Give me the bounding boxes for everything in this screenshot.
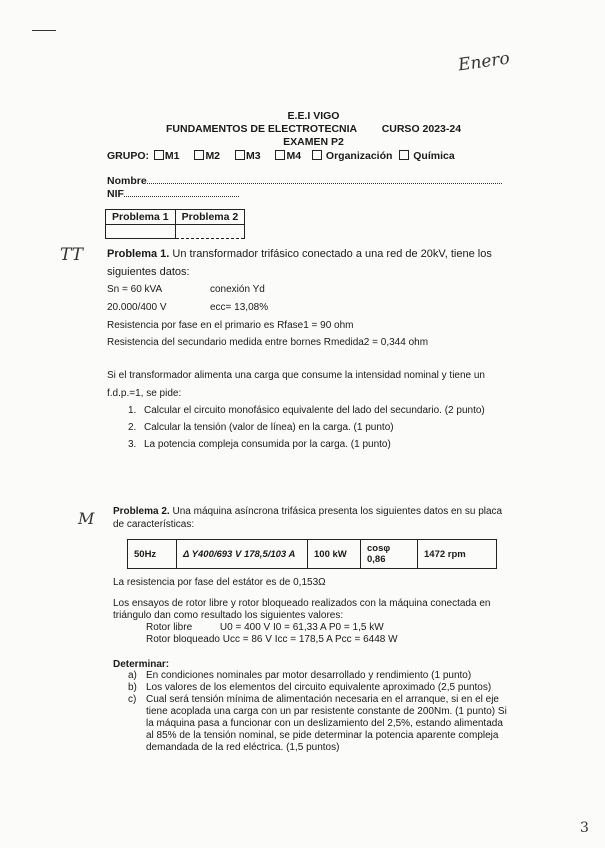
- group-option-m2[interactable]: M2: [194, 150, 220, 162]
- problem-2-stator: La resistencia por fase del estátor es de 0,153Ω: [113, 577, 326, 588]
- checkbox-m2[interactable]: [194, 150, 204, 160]
- group-option-quimica[interactable]: Química: [399, 150, 454, 162]
- problem-2-item: En condiciones nominales par motor desarrollado y rendimiento (1 punto): [146, 670, 472, 681]
- checkbox-m4[interactable]: [275, 150, 285, 160]
- problem-1-question: 3. La potencia compleja consumida por la carga. (1 punto): [128, 439, 391, 450]
- nameplate-table: [127, 539, 497, 569]
- score-cell-problem-1[interactable]: [106, 225, 176, 239]
- name-label: Nombre: [107, 175, 147, 187]
- exam-title: EXAMEN P2: [283, 136, 344, 148]
- group-option-m3[interactable]: M3: [235, 150, 261, 162]
- handwritten-note-m: M: [78, 509, 95, 528]
- course-year: CURSO 2023-24: [381, 123, 462, 135]
- nif-field[interactable]: [107, 188, 239, 200]
- problem-1-questions: [128, 402, 548, 453]
- plate-frequency: 50Hz: [128, 540, 177, 569]
- problem-2-tests: Los ensayos de rotor libre y rotor bloqueado realizados con la máquina conectada en triángulo dan como resultado los siguientes valores: Rotor libre U0 = 400 V I0 = 61,33 A P0 = 1,5 kW Rotor bloqueado Ucc = 86 V Icc = 178,5 A Pcc = 6448 W: [113, 598, 533, 646]
- problem-2-item: Los valores de los elementos del circuito equivalente aproximado (2,5 puntos): [146, 682, 492, 693]
- school-name: E.E.I VIGO: [287, 110, 340, 122]
- problem-2-items: a) En condiciones nominales par motor desarrollado y rendimiento (1 punto) b) Los valores de los elementos del circuito equivalente aproximado (2,5 puntos) c) Cual será tensión mínima de alimentación necesaria en el arranque, si en el eje tiene acoplada una carga con un par resistente constante de 200Nm. (1 punto) Si la máquina pasa a funcionar con un deslizamiento del 2,5%, estando alimentada al 85% de la tensión nominal, se pide determinar la potencia aparente compleja demandada de la red eléctrica. (1,5 puntos): [128, 670, 513, 754]
- test-locked-rotor: Rotor bloqueado Ucc = 86 V Icc = 178,5 A Pcc = 6448 W: [146, 634, 398, 645]
- problem-1-lead: Problema 1.: [107, 248, 170, 260]
- nif-line[interactable]: [124, 196, 239, 197]
- score-table: [105, 209, 245, 239]
- group-option-m4[interactable]: M4: [275, 150, 301, 162]
- course-name: FUNDAMENTOS DE ELECTROTECNIA: [166, 123, 357, 135]
- checkbox-m3[interactable]: [235, 150, 245, 160]
- name-field[interactable]: [107, 175, 502, 187]
- page-number: 3: [580, 820, 589, 836]
- score-cell-problem-2[interactable]: [175, 225, 245, 239]
- problem-1-load: Si el transformador alimenta una carga que consume la intensidad nominal y tiene un f.d.p.=1, se pide:: [107, 370, 485, 399]
- margin-mark: [32, 30, 56, 31]
- plate-voltage-current: Δ Y400/693 V 178,5/103 A: [177, 540, 308, 569]
- problem-1-connection: conexión Yd: [210, 284, 265, 295]
- handwritten-note-month: Enero: [456, 48, 511, 76]
- problem-2-item: Cual será tensión mínima de alimentación necesaria en el arranque, si en el eje tiene acoplada una carga con un par resistente constante de 200Nm. (1 punto) Si la máquina pasa a funcionar con un deslizamiento del 2,5%, estando alimentada al 85% de la tensión nominal, se pide determinar la potencia aparente compleja demandada de la red eléctrica. (1,5 puntos): [146, 694, 507, 753]
- problem-1-ecc: ecc= 13,08%: [210, 302, 269, 313]
- handwritten-note-tt: TT: [60, 245, 83, 265]
- group-option-organizacion[interactable]: Organización: [312, 150, 392, 162]
- problem-1-secondary-resistance: Resistencia del secundario medida entre bornes Rmedida2 = 0,344 ohm: [107, 337, 429, 348]
- group-label: GRUPO:: [107, 150, 149, 162]
- problem-1-primary-resistance: Resistencia por fase en el primario es Rfase1 = 90 ohm: [107, 320, 354, 331]
- problem-1-voltage: 20.000/400 V: [107, 302, 167, 313]
- plate-power: 100 kW: [308, 540, 361, 569]
- checkbox-quimica[interactable]: [399, 150, 409, 160]
- problem-2-intro: Problema 2. Una máquina asíncrona trifásica presenta los siguientes datos en su placa de características:: [113, 506, 503, 530]
- plate-power-factor: cosφ 0,86: [361, 540, 418, 569]
- problem-1-question: 2. Calcular la tensión (valor de línea) en la carga. (1 punto): [128, 422, 394, 433]
- problem-2-lead: Problema 2.: [113, 506, 170, 517]
- checkbox-organizacion[interactable]: [312, 150, 322, 160]
- test-free-rotor: Rotor libre U0 = 400 V I0 = 61,33 A P0 = 1,5 kW: [146, 622, 384, 633]
- problem-1-question: 1. Calcular el circuito monofásico equivalente del lado del secundario. (2 punto): [128, 405, 485, 416]
- course-line: [166, 123, 461, 135]
- score-header-problem-1: Problema 1: [106, 210, 176, 225]
- name-line[interactable]: [147, 183, 502, 184]
- nif-label: NIF: [107, 188, 124, 200]
- plate-speed: 1472 rpm: [418, 540, 497, 569]
- score-header-problem-2: Problema 2: [175, 210, 245, 225]
- checkbox-m1[interactable]: [154, 150, 164, 160]
- problem-1-sn: Sn = 60 kVA: [107, 284, 163, 295]
- problem-1-intro: Problema 1. Un transformador trifásico conectado a una red de 20kV, tiene los siguientes datos:: [107, 248, 492, 278]
- problem-2-determine: Determinar:: [113, 659, 170, 670]
- group-option-m1[interactable]: M1: [154, 150, 180, 162]
- group-selector: [107, 150, 455, 162]
